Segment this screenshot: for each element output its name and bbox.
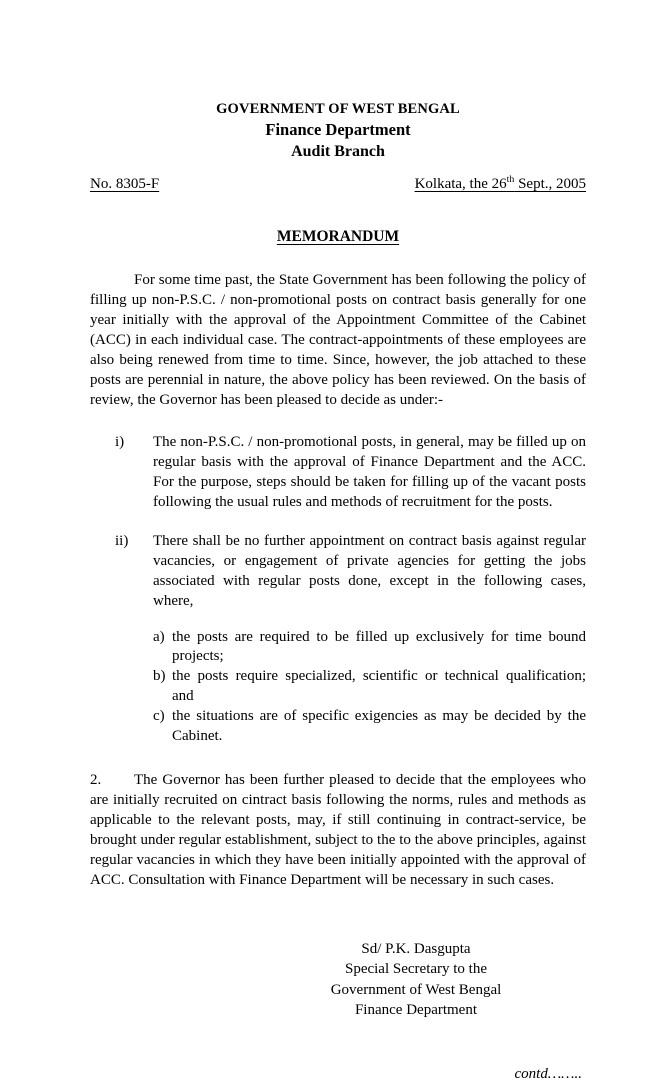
subclause-text: the situations are of specific exigencies as may be decided by the Cabinet.	[172, 708, 586, 745]
memo-date-rest: Sept., 2005	[514, 176, 586, 193]
subclause-item-c	[153, 707, 586, 747]
memo-date-ordinal: th	[506, 174, 515, 186]
signatory-government: Government of West Bengal	[330, 981, 502, 998]
memorandum-heading: MEMORANDUM	[276, 228, 400, 246]
subclause-list	[153, 628, 586, 748]
closing-paragraph-text: The Governor has been further pleased to decide that the employees who are initially recruited on cintract basis following the norms, rules and methods as applicable to the relevant posts, may, if still continuing in contract-service, be brought under regular establishment, subject to the to the above principles, against regular vacancies in which they have been initially appointed with the approval of ACC. Consultation with Finance Department will be necessary in such cases.	[90, 772, 586, 888]
branch-name: Audit Branch	[291, 143, 385, 161]
memo-date	[415, 176, 586, 193]
subclause-item-a	[153, 628, 586, 668]
reference-line	[90, 176, 586, 193]
closing-paragraph-number: 2.	[90, 772, 102, 789]
subclause-item-b	[153, 667, 586, 707]
organization-name: GOVERNMENT OF WEST BENGAL	[216, 101, 460, 117]
subclause-marker: a)	[153, 628, 165, 645]
intro-paragraph: For some time past, the State Government has been following the policy of filling up non-P.S.C. / non-promotional posts on contract basis generally for one year initially with the approval of the Appointment Committee of the Cabinet (ACC) in each individual case. The contract-appointments of these employees are also being renewed from time to time. Since, however, the job attached to these posts are perennial in nature, the above policy has been reviewed. On the basis of review, the Governor has been pleased to decide as under:-	[90, 272, 586, 409]
clause-marker: ii)	[115, 532, 129, 549]
department-name: Finance Department	[265, 120, 411, 140]
clause-item-ii	[90, 532, 586, 747]
subclause-marker: b)	[153, 668, 166, 685]
signatory-name: Sd/ P.K. Dasgupta	[361, 940, 471, 957]
signatory-department: Finance Department	[354, 1002, 478, 1019]
closing-paragraph	[90, 771, 586, 891]
clause-text: There shall be no further appointment on contract basis against regular vacancies, or engagement of private agencies for getting the jobs associated with regular posts done, except in the following cases, where,	[153, 532, 586, 609]
masthead	[90, 100, 586, 162]
subclause-text: the posts require specialized, scientific or technical qualification; and	[172, 668, 586, 705]
clause-item-i	[90, 433, 586, 513]
continuation-marker: contd……..	[514, 1065, 582, 1082]
clause-list	[90, 433, 586, 747]
memo-number: No. 8305-F	[90, 176, 160, 193]
signatory-designation: Special Secretary to the	[344, 961, 488, 978]
document-content	[90, 100, 586, 1083]
subclause-marker: c)	[153, 708, 165, 725]
memo-date-prefix: Kolkata, the 26	[414, 176, 507, 193]
signature-block	[246, 939, 586, 1021]
subclause-text: the posts are required to be filled up exclusively for time bound projects;	[172, 628, 586, 665]
clause-text: The non-P.S.C. / non-promotional posts, in general, may be filled up on regular basis with the approval of Finance Department and the ACC. For the purpose, steps should be taken for filling up of the vacant posts following the usual rules and methods of recruitment for the posts.	[153, 434, 586, 510]
clause-marker: i)	[115, 434, 125, 451]
